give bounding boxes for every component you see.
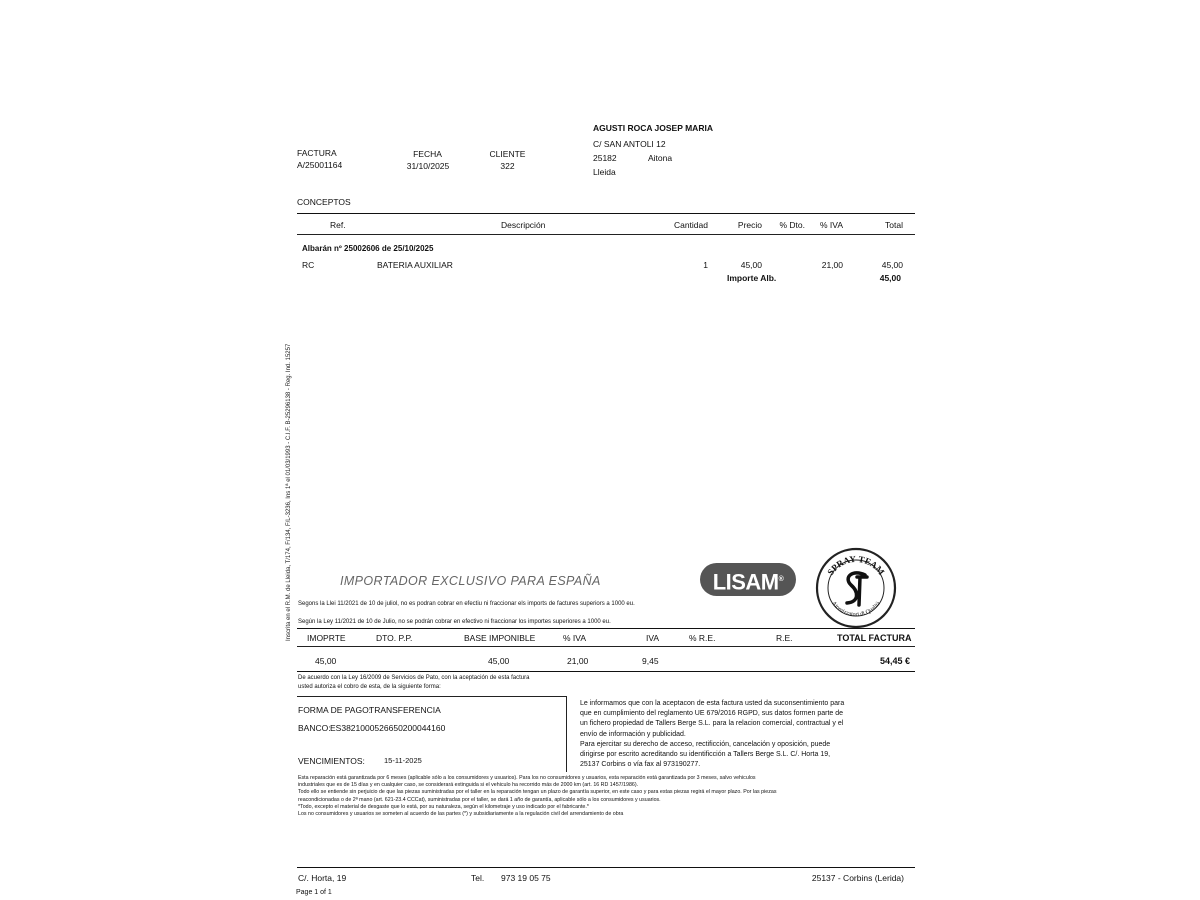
- banco-iban: ES3821000526650200044160: [330, 723, 446, 733]
- payment-divider: [566, 696, 567, 772]
- banco-label: BANCO:: [298, 723, 331, 733]
- notice-spanish: Según la Ley 11/2021 de 10 de Julio, no se podrán cobrar en efectivo ni fraccionar los importes superiores a 1000 eu.: [298, 619, 611, 625]
- pato-text: De acuerdo con la Ley 16/2009 de Servicios de Pato, con la aceptación de esta factura usted autoriza el cobro de esta, de la siguiente forma:: [298, 675, 530, 690]
- payment-rule: [297, 696, 567, 697]
- footer-address: C/. Horta, 19: [298, 873, 347, 883]
- totals-pct-iva-value: 21,00: [567, 656, 589, 666]
- col-cantidad: Cantidad: [673, 220, 708, 230]
- importe-alb-value: 45,00: [879, 273, 901, 283]
- warranty-line: reacondicionadas o de 2ª mano (art. 621-23.4 CCCat), suministradas por el taller, se dará 1 año de garantía, aplicable sólo a los consumidores y usuarios.: [298, 796, 661, 803]
- table-header-rule: [297, 234, 915, 235]
- factura-label: FACTURA: [297, 148, 337, 158]
- footer-tel-label: Tel.: [471, 873, 485, 883]
- seal-top-text: SPRAY TEAM: [825, 553, 887, 577]
- customer-province: Lleida: [593, 167, 616, 177]
- forma-pago-label: FORMA DE PAGO:: [298, 705, 372, 715]
- totals-head-base: BASE IMPONIBLE: [464, 633, 536, 643]
- totals-top-rule: [297, 628, 915, 629]
- privacy-paragraph-1: Le informamos que con la aceptacon de esta factura usted da suconsentimiento para que en cumplimiento del reglamento UE 679/2016 RGPD, sus datos formen parte de un fichero propiedad de Tallers Berge S.L. para la relacion comercial, contractual y el envío de información y publicidad.: [580, 700, 845, 738]
- privacy-paragraph-2: Para ejercitar su derecho de acceso, rectificción, cancelación y oposición, puede dirigirse por escrito acreditando su identificción a Tallers Berge S.L. C/. Horta 19, 25137 Corbins o vía fax al 973190277.: [580, 740, 831, 769]
- seal-bottom-text: Atomizzatori di Qualità: [830, 600, 882, 619]
- fecha-label: FECHA: [413, 149, 442, 159]
- vencimientos-value: 15-11-2025: [384, 756, 422, 765]
- totals-base-value: 45,00: [488, 656, 510, 666]
- col-precio: Precio: [737, 220, 762, 230]
- customer-postcode: 25182: [593, 153, 617, 163]
- totals-head-re: R.E.: [776, 633, 793, 643]
- conceptos-heading: CONCEPTOS: [297, 197, 351, 207]
- warranty-line: *Todo, excepto el material de desgaste que lo está, por su naturaleza, según el kilometraje y uso indicado por el fabricante.*: [298, 803, 589, 810]
- table-top-rule: [297, 213, 915, 214]
- privacy-notice: [580, 699, 848, 770]
- line-iva: 21,00: [821, 260, 843, 270]
- lisam-logo: [700, 563, 796, 596]
- totals-head-pct-re: % R.E.: [689, 633, 716, 643]
- notice-catalan: Segons la Llei 11/2021 de 10 de juliol, no es podran cobrar en efectiu ni fraccionar els imports de factures superiors a 1000 eu.: [298, 601, 635, 607]
- cliente-label: CLIENTE: [489, 149, 526, 159]
- st-monogram-icon: [847, 573, 867, 605]
- total-factura-value: 54,45 €: [879, 656, 910, 666]
- customer-street: C/ SAN ANTOLI 12: [593, 139, 666, 149]
- col-dto: % Dto.: [779, 220, 805, 230]
- fecha-value: 31/10/2025: [406, 161, 450, 171]
- col-descripcion: Descripción: [501, 220, 546, 230]
- svg-text:Atomizzatori di Qualità: [830, 600, 882, 618]
- warranty-line: Esta reparación está garantizada por 6 meses (aplicable sólo a los consumidores y usuarios). Para los no consumidores y usuarios, esta reparación está garantizada por 3 meses, salvo vehiculos: [298, 775, 756, 781]
- albaran-title: Albarán nº 25002606 de 25/10/2025: [302, 244, 434, 253]
- customer-name: AGUSTI ROCA JOSEP MARIA: [593, 123, 713, 133]
- totals-importe-value: 45,00: [315, 656, 337, 666]
- totals-iva-value: 9,45: [642, 656, 659, 666]
- totals-head-iva: IVA: [646, 633, 660, 643]
- totals-head-importe: IMOPRTE: [307, 633, 346, 643]
- col-iva: % IVA: [820, 220, 843, 230]
- footer-tel-value: 973 19 05 75: [501, 873, 551, 883]
- cliente-value: 322: [500, 161, 515, 171]
- totals-head-pct-iva: % IVA: [563, 633, 586, 643]
- line-description: BATERIA AUXILIAR: [377, 260, 453, 270]
- customer-town: Aitona: [648, 153, 673, 163]
- page-counter: Page 1 of 1: [296, 889, 332, 896]
- line-ref: RC: [302, 260, 315, 270]
- registry-side-text: Inscrita en el R.M. de Lleida, T/174, F/134, F/L-3236, Ins 1ª el 01/03/1993 - C.I.F. B-25296138 - Reg. Ind. 15257: [286, 343, 292, 641]
- totals-head-dto: DTO. P.P.: [376, 633, 413, 643]
- vencimientos-label: VENCIMIENTOS:: [298, 756, 365, 766]
- forma-pago-value: TRANSFERENCIA: [369, 705, 441, 715]
- lisam-logo-text: LISAM: [712, 569, 779, 595]
- totals-head-total: TOTAL FACTURA: [837, 633, 912, 643]
- warranty-text: [298, 775, 776, 818]
- totals-header-rule: [297, 646, 915, 647]
- col-total: Total: [885, 220, 903, 230]
- totals-bottom-rule: [297, 671, 915, 672]
- line-price: 45,00: [740, 260, 762, 270]
- footer-rule: [297, 867, 915, 868]
- line-quantity: 1: [703, 260, 708, 270]
- warranty-line: industriales que es de 15 días y en cualquier caso, se considerará extinguida si el vehiculo ha recorrido más de 2000 km (art. 16 RD 1457/1986).: [298, 782, 639, 789]
- footer-city: 25137 - Corbins (Lerida): [811, 873, 904, 883]
- col-ref: Ref.: [330, 220, 346, 230]
- line-total: 45,00: [881, 260, 903, 270]
- importe-alb-label: Importe Alb.: [727, 273, 777, 283]
- warranty-line: Los no consumidores y usuarios se someten al acuerdo de las partes (*) y subsidiariamente a la regulación civil del arrendamiento de obra: [298, 811, 624, 818]
- warranty-line: Todo ello se entiende sin perjuicio de que las piezas suministradas por el taller en la reparación tengan un plazo de garantía superior, en este caso y para estas piezas regirá el mayor plazo. Por las piezas: [298, 789, 777, 796]
- factura-number: A/25001164: [297, 160, 343, 170]
- spray-team-seal-logo: [815, 547, 897, 629]
- registered-mark: ®: [778, 576, 784, 583]
- importador-text: IMPORTADOR EXCLUSIVO PARA ESPAÑA: [340, 574, 601, 588]
